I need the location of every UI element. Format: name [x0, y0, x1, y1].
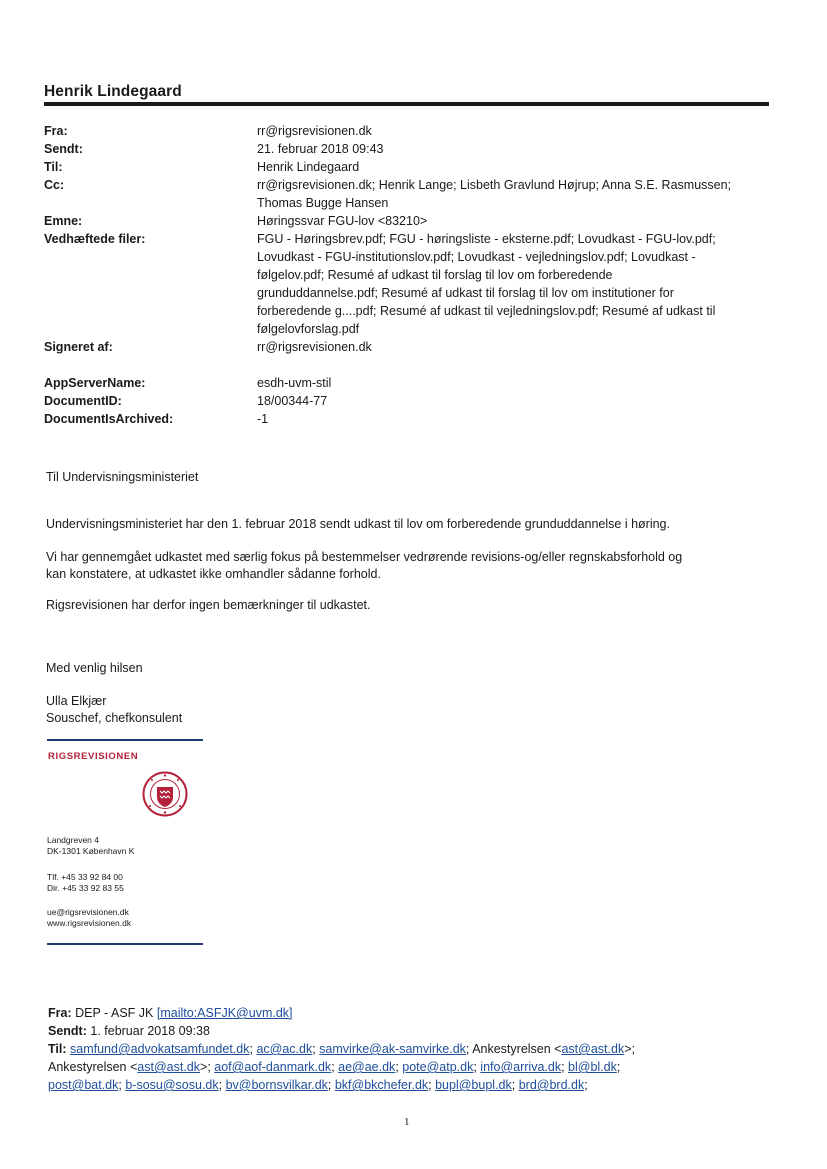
- signature-email[interactable]: ue@rigsrevisionen.dk: [47, 907, 129, 917]
- recipient-link[interactable]: samfund@advokatsamfundet.dk: [70, 1042, 250, 1056]
- recipient-link[interactable]: bupl@bupl.dk: [435, 1078, 512, 1092]
- cc-value-line: Thomas Bugge Hansen: [257, 196, 389, 210]
- signeret-value: rr@rigsrevisionen.dk: [257, 340, 372, 354]
- cc-label: Cc:: [44, 178, 65, 192]
- emne-label: Emne:: [44, 214, 83, 228]
- attachment-line: følgelov.pdf; Resumé af udkast til forslag til lov om forberedende: [257, 268, 613, 282]
- recipient-link[interactable]: bl@bl.dk: [568, 1060, 617, 1074]
- recipient-link[interactable]: bkf@bkchefer.dk: [334, 1078, 429, 1092]
- meta-row-fra: [44, 122, 769, 140]
- forwarded-til-row-cont: Ankestyrelsen <ast@ast.dk>; aof@aof-danmark.dk; ae@ae.dk; pote@atp.dk; info@arriva.dk; bl@bl.dk;: [48, 1060, 621, 1074]
- recipient-link[interactable]: info@arriva.dk: [480, 1060, 562, 1074]
- forwarded-til-row: Til: samfund@advokatsamfundet.dk; ac@ac.dk; samvirke@ak-samvirke.dk; Ankestyrelsen <ast@ast.dk>;: [48, 1042, 635, 1056]
- sendt-label: Sendt:: [44, 142, 83, 156]
- meta-row-archived: [44, 410, 769, 428]
- letter-closing: Med venlig hilsen: [46, 661, 143, 675]
- recipient-link[interactable]: ae@ae.dk: [338, 1060, 396, 1074]
- forwarded-sendt-label: Sendt:: [48, 1024, 87, 1038]
- recipient-link[interactable]: b-sosu@sosu.dk: [125, 1078, 219, 1092]
- attachment-line: grunduddannelse.pdf; Resumé af udkast til forslag til lov om institutioner for: [257, 286, 674, 300]
- signature-rule-top: [47, 739, 203, 741]
- signeret-label: Signeret af:: [44, 340, 113, 354]
- meta-row-attachments: [44, 230, 769, 338]
- signer-name: Ulla Elkjær: [46, 694, 107, 708]
- recipient-link[interactable]: pote@atp.dk: [402, 1060, 474, 1074]
- recipient-link[interactable]: bv@bornsvilkar.dk: [225, 1078, 328, 1092]
- recipient-link[interactable]: ast@ast.dk: [137, 1060, 201, 1074]
- web-block: [47, 907, 131, 929]
- forwarded-sendt-row: [48, 1022, 778, 1040]
- archived-label: DocumentIsArchived:: [44, 412, 174, 426]
- forwarded-fra-value: DEP - ASF JK: [75, 1006, 154, 1020]
- letter-paragraph-line: kan konstatere, at udkastet ikke omhandler sådanne forhold.: [46, 567, 381, 581]
- letter-paragraph-1: Undervisningsministeriet har den 1. februar 2018 sendt udkast til lov om forberedende grunduddannelse i høring.: [46, 517, 670, 531]
- meta-row-cc: [44, 176, 769, 212]
- recipient-link[interactable]: samvirke@ak-samvirke.dk: [319, 1042, 466, 1056]
- recipient-link[interactable]: ast@ast.dk: [561, 1042, 625, 1056]
- fra-value: rr@rigsrevisionen.dk: [257, 124, 372, 138]
- emne-value: Høringssvar FGU-lov <83210>: [257, 214, 428, 228]
- meta-row-sendt: [44, 140, 769, 158]
- forwarded-sendt-value: 1. februar 2018 09:38: [90, 1024, 210, 1038]
- forwarded-mailto-link[interactable]: [mailto:ASFJK@uvm.dk]: [156, 1006, 293, 1020]
- direct-phone-line: Dir. +45 33 92 83 55: [47, 883, 124, 893]
- fra-label: Fra:: [44, 124, 68, 138]
- letter-paragraph-2: [46, 549, 766, 583]
- recipient-link[interactable]: ac@ac.dk: [256, 1042, 313, 1056]
- letter-paragraph-3: Rigsrevisionen har derfor ingen bemærkninger til udkastet.: [46, 598, 371, 612]
- til-value: Henrik Lindegaard: [257, 160, 360, 174]
- meta-row-til: [44, 158, 769, 176]
- signature-rule-bottom: [47, 943, 203, 945]
- email-metadata: [44, 122, 769, 428]
- forwarded-fra-row: [48, 1004, 778, 1022]
- folketinget-seal-icon: [142, 771, 188, 817]
- address-block: [47, 835, 134, 857]
- forwarded-til-label: Til:: [48, 1042, 67, 1056]
- brand-name: RIGSREVISIONEN: [48, 751, 139, 762]
- phone-block: [47, 872, 124, 894]
- meta-row-signeret: [44, 338, 769, 356]
- attachment-line: forberedende g....pdf; Resumé af udkast til vejledningslov.pdf; Resumé af udkast til: [257, 304, 716, 318]
- attachment-line: FGU - Høringsbrev.pdf; FGU - høringsliste - eksterne.pdf; Lovudkast - FGU-lov.pdf;: [257, 232, 716, 246]
- docid-label: DocumentID:: [44, 394, 122, 408]
- address-line: DK-1301 København K: [47, 846, 135, 856]
- attachment-line: Lovudkast - FGU-institutionslov.pdf; Lovudkast - vejledningslov.pdf; Lovudkast -: [257, 250, 696, 264]
- attachments-value: [257, 230, 769, 338]
- attachment-line: følgelovforslag.pdf: [257, 322, 360, 336]
- meta-row-docid: [44, 392, 769, 410]
- archived-value: -1: [257, 412, 269, 426]
- forwarded-fra-label: Fra:: [48, 1006, 72, 1020]
- recipient-link[interactable]: post@bat.dk: [48, 1078, 119, 1092]
- til-label: Til:: [44, 160, 63, 174]
- recipient-text: Ankestyrelsen <: [472, 1042, 562, 1056]
- address-line: Landgreven 4: [47, 835, 99, 845]
- header-rule: [44, 102, 769, 106]
- cc-value-line: rr@rigsrevisionen.dk; Henrik Lange; Lisbeth Gravlund Højrup; Anna S.E. Rasmussen;: [257, 178, 732, 192]
- signer-title: Souschef, chefkonsulent: [46, 711, 183, 725]
- recipient-text: >;: [624, 1042, 635, 1056]
- docid-value: 18/00344-77: [257, 394, 328, 408]
- page-number: 1: [404, 1116, 410, 1128]
- meta-row-appserver: [44, 374, 769, 392]
- forwarded-header: [48, 1004, 778, 1094]
- sender-name: Henrik Lindegaard: [44, 83, 182, 100]
- signature-website[interactable]: www.rigsrevisionen.dk: [47, 918, 132, 928]
- recipient-link[interactable]: aof@aof-danmark.dk: [214, 1060, 332, 1074]
- recipient-link[interactable]: brd@brd.dk: [518, 1078, 585, 1092]
- forwarded-til-row-cont: post@bat.dk; b-sosu@sosu.dk; bv@bornsvilkar.dk; bkf@bkchefer.dk; bupl@bupl.dk; brd@brd.dk;: [48, 1078, 588, 1092]
- letter-paragraph-line: Vi har gennemgået udkastet med særlig fokus på bestemmelser vedrørende revisions-og/eller regnskabsforhold og: [46, 550, 683, 564]
- meta-row-emne: [44, 212, 769, 230]
- attachments-label: Vedhæftede filer:: [44, 232, 146, 246]
- recipient-text: Ankestyrelsen <: [48, 1060, 138, 1074]
- phone-line: Tlf. +45 33 92 84 00: [47, 872, 123, 882]
- cc-value: [257, 176, 769, 212]
- appserver-value: esdh-uvm-stil: [257, 376, 332, 390]
- sendt-value: 21. februar 2018 09:43: [257, 142, 384, 156]
- letter-salutation: Til Undervisningsministeriet: [46, 470, 199, 484]
- appserver-label: AppServerName:: [44, 376, 146, 390]
